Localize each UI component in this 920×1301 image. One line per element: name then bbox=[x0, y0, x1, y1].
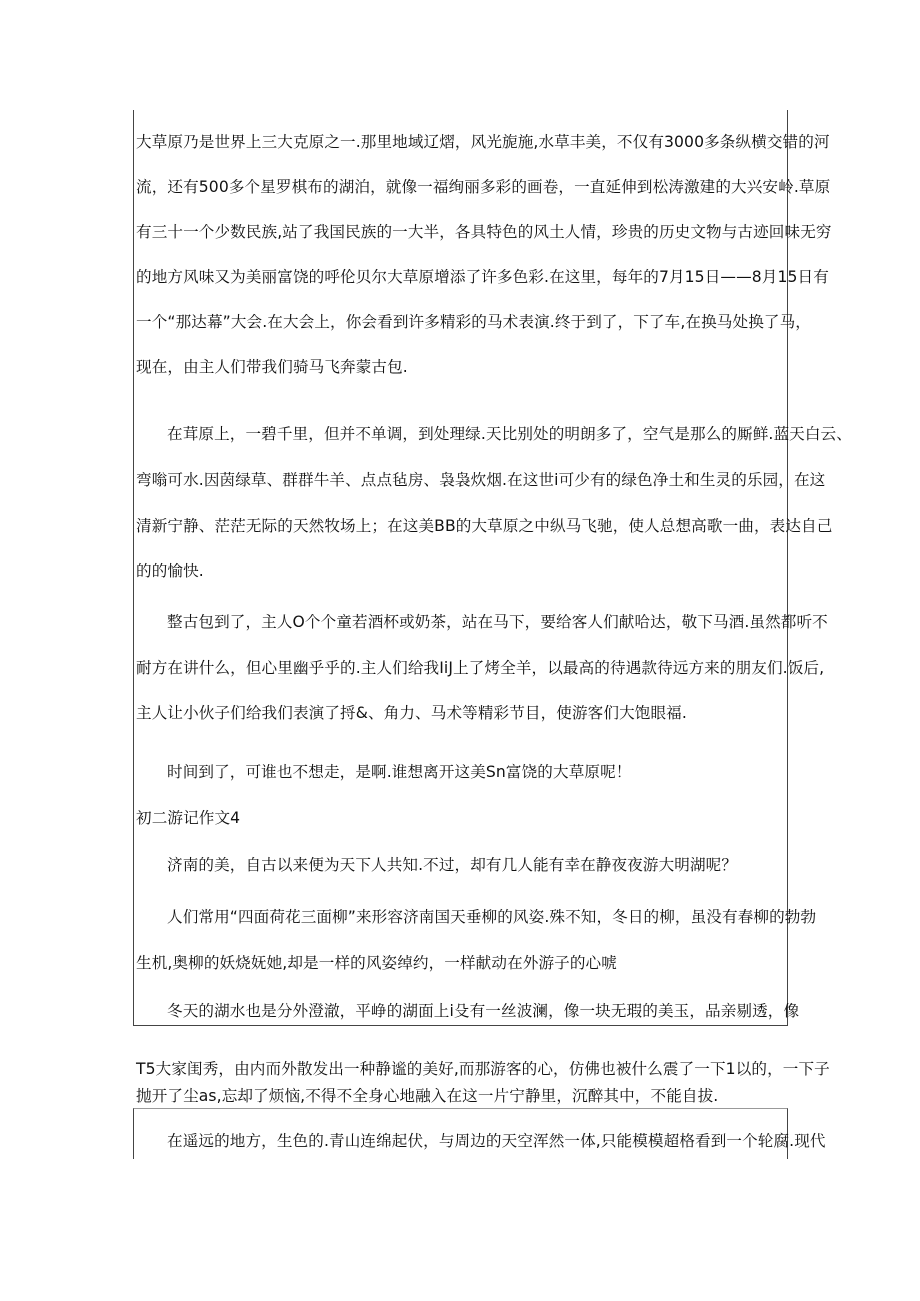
text-line: 流，还有500多个星罗棋布的湖泊，就像一福绚丽多彩的画卷，一直延伸到松涛激建的大兴安岭.草原 bbox=[136, 178, 831, 196]
text-line: 耐方在讲什么，但心里幽乎乎的.主人们给我IiJ上了烤全羊，以最高的待遇款待远方来的朋友们.饭后, bbox=[136, 659, 825, 677]
text-line: 抛开了尘as,忘却了烦恼,不得不全身心地融入在这一片宁静里，沉醉其中，不能自拔. bbox=[136, 1087, 719, 1105]
text-line: 的地方风味又为美丽富饶的呼伦贝尔大草原增添了许多色彩.在这里，每年的7月15日——8月15日有 bbox=[136, 268, 829, 286]
text-frame-1 bbox=[133, 110, 788, 1026]
paragraph-start: 整古包到了，主人O个个童若酒杯或奶茶，站在马下，要给客人们献哈达，敬下马酒.虽然都听不 bbox=[167, 613, 828, 631]
paragraph-start: 人们常用“四面荷花三面柳”来形容济南国天垂柳的风姿.殊不知，冬日的柳，虽没有春柳的勃勃 bbox=[167, 908, 817, 926]
text-line: 有三十一个少数民族,站了我国民族的一大半，各具特色的风土人情，珍贵的历史文物与古迹回味无穷 bbox=[136, 223, 832, 241]
paragraph-start: 冬天的湖水也是分外澄澈，平峥的湖面上i殳有一丝波澜，像一块无瑕的美玉，品亲剔透，像 bbox=[167, 1002, 800, 1020]
paragraph-start: 济南的美，自古以来便为天下人共知.不过，却有几人能有幸在静夜夜游大明湖呢？ bbox=[167, 856, 738, 874]
text-line: 主人让小伙子们给我们表演了捋&、角力、马术等精彩节目，使游客们大饱眼福. bbox=[136, 704, 687, 722]
text-line: 的的愉快. bbox=[136, 562, 204, 580]
section-heading: 初二游记作文4 bbox=[136, 809, 241, 827]
paragraph-start: 在茸原上，一碧千里，但并不单调，到处理绿.天比别处的明朗多了，空气是那么的厮鲜.蓝天白云、 bbox=[167, 425, 852, 443]
text-line: T5大家闺秀，由内而外散发出一种静谧的美好,而那游客的心，仿佛也被什么震了一下1以的，一下子 bbox=[136, 1060, 830, 1078]
text-line: 弯嗡可水.因茵绿草、群群牛羊、点点毡房、袅袅炊烟.在这世i可少有的绿色净土和生灵的乐园，在这 bbox=[136, 471, 826, 489]
text-line: 现在，由主人们带我们骑马飞奔蒙古包. bbox=[136, 358, 408, 376]
paragraph-start: 时间到了，可谁也不想走，是啊.谁想离开这美Sn富饶的大草原呢！ bbox=[167, 763, 632, 781]
text-line: 生机,奥柳的妖烧妩她,却是一样的风姿绰约，一样献动在外游子的心唬 bbox=[136, 954, 617, 972]
text-line: 一个“那达幕”大会.在大会上，你会看到许多精彩的马术表演.终于到了，下了车,在换马处换了马， bbox=[136, 313, 811, 331]
text-line: 清新宁静、茫茫无际的天然牧场上；在这美BB的大草原之中纵马飞驰，使人总想高歌一曲，表达自己 bbox=[136, 517, 833, 535]
text-line: 大草原乃是世界上三大克原之一.那里地域辽熠，风光旎施,水草丰美，不仅有3000多条纵横交错的河 bbox=[136, 133, 830, 151]
paragraph-start: 在遥远的地方，生色的.青山连绵起伏，与周边的天空浑然一体,只能模模超格看到一个轮腐.现代 bbox=[167, 1132, 826, 1150]
